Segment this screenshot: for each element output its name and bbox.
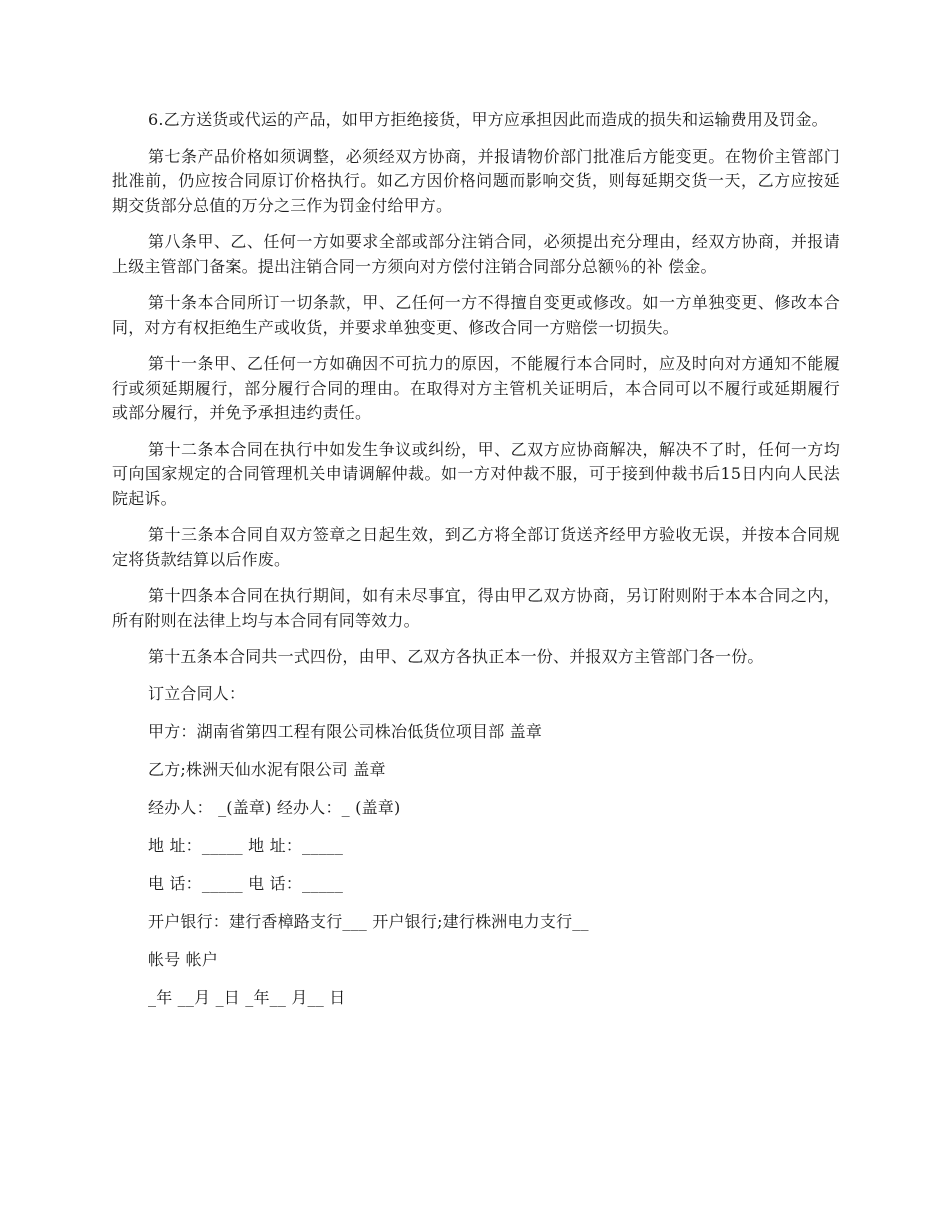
clause-13: 第十三条本合同自双方签章之日起生效，到乙方将全部订货送齐经甲方验收无误，并按本合同规定将货款结算以后作废。 (112, 525, 840, 569)
address-line: 地 址：_____ 地 址：_____ (148, 835, 344, 855)
party-a-line: 甲方：湖南省第四工程有限公司株冶低货位项目部 盖章 (148, 721, 543, 741)
clause-15: 第十五条本合同共一式四份，由甲、乙双方各执正本一份、并报双方主管部门各一份。 (148, 647, 764, 666)
signature-block (112, 682, 840, 1010)
clause-8: 第八条甲、乙、任何一方如要求全部或部分注销合同，必须提出充分理由，经双方协商，并报请上级主管部门备案。提出注销合同一方须向对方偿付注销合同部分总额％的补 偿金。 (112, 232, 840, 276)
document-page (112, 108, 840, 1024)
clause-12: 第十二条本合同在执行中如发生争议或纠纷，甲、乙双方应协商解决，解决不了时，任何一方均可向国家规定的合同管理机关申请调解仲裁。如一方对仲裁不服，可于接到仲裁书后15日内向人民法院起诉。 (112, 439, 840, 508)
party-b-line: 乙方;株洲天仙水泥有限公司 盖章 (148, 759, 386, 779)
clause-11: 第十一条甲、乙任何一方如确因不可抗力的原因，不能履行本合同时，应及时向对方通知不能履行或须延期履行，部分履行合同的理由。在取得对方主管机关证明后，本合同可以不履行或延期履行或部分履行，并免予承担违约责任。 (112, 354, 840, 422)
clause-6-item: 6.乙方送货或代运的产品，如甲方拒绝接货，甲方应承担因此而造成的损失和运输费用及罚金。 (148, 110, 828, 129)
clause-7: 第七条产品价格如须调整，必须经双方协商，并报请物价部门批准后方能变更。在物价主管部门批准前，仍应按合同原订价格执行。如乙方因价格问题而影响交货，则每延期交货一天，乙方应按延期交货部分总值的万分之三作为罚金付给甲方。 (112, 146, 840, 215)
bank-line: 开户银行：建行香樟路支行___ 开户银行;建行株洲电力支行__ (148, 911, 589, 931)
clause-14: 第十四条本合同在执行期间，如有未尽事宜，得由甲乙双方协商，另订附则附于本本合同之内，所有附则在法律上均与本合同有同等效力。 (112, 586, 840, 630)
clause-10: 第十条本合同所订一切条款，甲、乙任何一方不得擅自变更或修改。如一方单独变更、修改本合同，对方有权拒绝生产或收货，并要求单独变更、修改合同一方赔偿一切损失。 (112, 293, 840, 337)
date-line: _年 __月 _日 _年__ 月__ 日 (148, 987, 346, 1007)
phone-line: 电 话：_____ 电 话：_____ (148, 873, 344, 893)
signature-intro: 订立合同人： (148, 683, 246, 703)
account-line: 帐号 帐户 (148, 949, 219, 969)
handler-line: 经办人： _(盖章) 经办人：_ (盖章) (148, 797, 401, 817)
